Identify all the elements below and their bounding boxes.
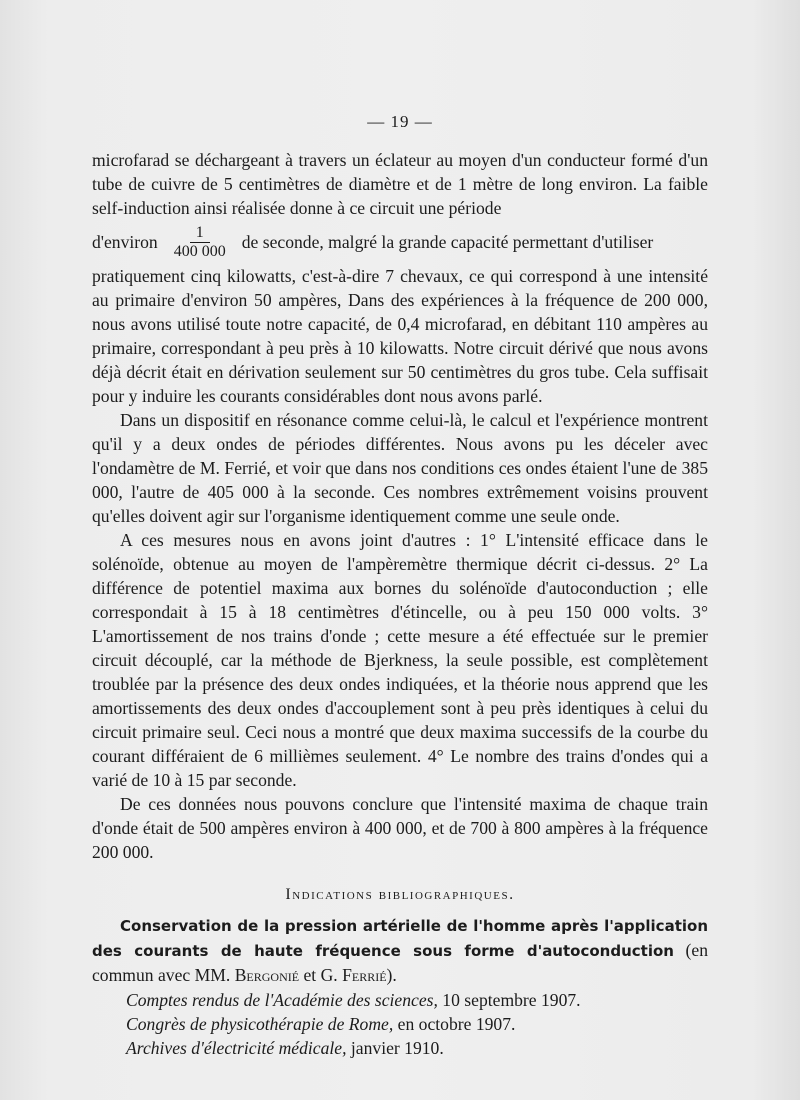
bibliography-title-rest-mid: et G. xyxy=(299,965,343,985)
fraction-denominator: 400 000 xyxy=(173,242,226,260)
bibliography-date: en octobre 1907. xyxy=(393,1014,516,1034)
bibliography-author-1: Bergonié xyxy=(234,965,300,985)
paragraph-3: A ces mesures nous en avons joint d'autres : 1° L'intensité efficace dans le solénoïde, obtenue au moyen de l'ampèremètre thermique décrit ci-dessus. 2° La différence de potentiel maxima aux bornes du solénoïde d'autoconduction ; elle correspondait à 15 à 18 centimètres d'étincelle, ou à peu 150 000 volts. 3° L'amortissement de nos trains d'onde ; cette mesure a été effectuée sur le premier circuit découplé, car la méthode de Bjerkness, la seule possible, est complètement troublée par la présence des deux ondes indiquées, et la théorie nous apprend que les amortissements des deux ondes d'accouplement sont à peu près identiques à celui du circuit primaire seul. Ceci nous a montré que deux maxima successifs de la courbe du courant différaient de 6 millièmes seulement. 4° Le nombre des trains d'ondes qui a varié de 10 à 15 par seconde. xyxy=(92,530,708,790)
bibliography-journal: Congrès de physicothérapie de Rome, xyxy=(126,1014,394,1034)
bibliography-date: janvier 1910. xyxy=(346,1038,444,1058)
bibliography-date: 10 septembre 1907. xyxy=(437,990,581,1010)
bibliography-list xyxy=(92,988,708,1060)
paragraph-1-part-2: pratiquement cinq kilowatts, c'est-à-dire 7 chevaux, ce qui correspond à une intensité au primaire d'environ 50 ampères, Dans des expériences à la fréquence de 200 000, nous avons utilisé toute notre capacité, de 0,4 microfarad, en débitant 110 ampères au primaire, correspondant à peu près à 10 kilowatts. Notre circuit dérivé que nous avons déjà décrit était en dérivation seulement sur 50 centimètres du gros tube. Cela suffisait pour y induire les courants considérables dont nous avons parlé. xyxy=(92,266,708,406)
paragraph-2: Dans un dispositif en résonance comme celui-là, le calcul et l'expérience montrent qu'il y a deux ondes de périodes différentes. Nous avons pu les déceler avec l'ondamètre de M. Ferrié, et voir que dans nos conditions ces ondes étaient l'une de 385 000, l'autre de 405 000 à la seconde. Ces nombres extrêmement voisins prouvent qu'elles doivent agir sur l'organisme identiquement comme une seule onde. xyxy=(92,410,708,526)
fraction-before-text: d'environ xyxy=(92,232,158,252)
bibliography-journal: Comptes rendus de l'Académie des sciences, xyxy=(126,990,438,1010)
body-text xyxy=(92,148,708,864)
paragraph-4: De ces données nous pouvons conclure que l'intensité maxima de chaque train d'onde était de 500 ampères environ à 400 000, et de 700 à 800 ampères à la fréquence 200 000. xyxy=(92,794,708,862)
fraction-line xyxy=(92,220,708,264)
bibliography-author-2: Ferrié xyxy=(342,965,387,985)
bibliography-journal: Archives d'électricité médicale, xyxy=(126,1038,347,1058)
bibliography-heading: Indications bibliographiques. xyxy=(285,886,515,903)
bibliography-title-bold: Conservation de la pression artérielle de l'homme après l'application des courants de haute fréquence sous forme d'autoconduction xyxy=(92,917,708,960)
bibliography-entry xyxy=(92,988,708,1012)
bibliography-title-rest-after: ). xyxy=(386,965,397,985)
bibliography-title-rest-before: (en commun avec MM. xyxy=(92,940,708,985)
page-content xyxy=(92,112,708,1060)
bibliography-entry xyxy=(92,1036,708,1060)
fraction xyxy=(168,224,232,261)
fraction-after-text: de seconde, malgré la grande capacité permettant d'utiliser xyxy=(241,232,654,252)
page-number: — 19 — xyxy=(367,112,433,131)
bibliography-entry xyxy=(92,1012,708,1036)
bibliography-title xyxy=(92,914,708,988)
fraction-numerator: 1 xyxy=(190,224,210,243)
paragraph-1-part-1: microfarad se déchargeant à travers un éclateur au moyen d'un conducteur formé d'un tube de cuivre de 5 centimètres de diamètre et de 1 mètre de long environ. La faible self-induction ainsi réalisée donne à ce circuit une période xyxy=(92,150,708,218)
